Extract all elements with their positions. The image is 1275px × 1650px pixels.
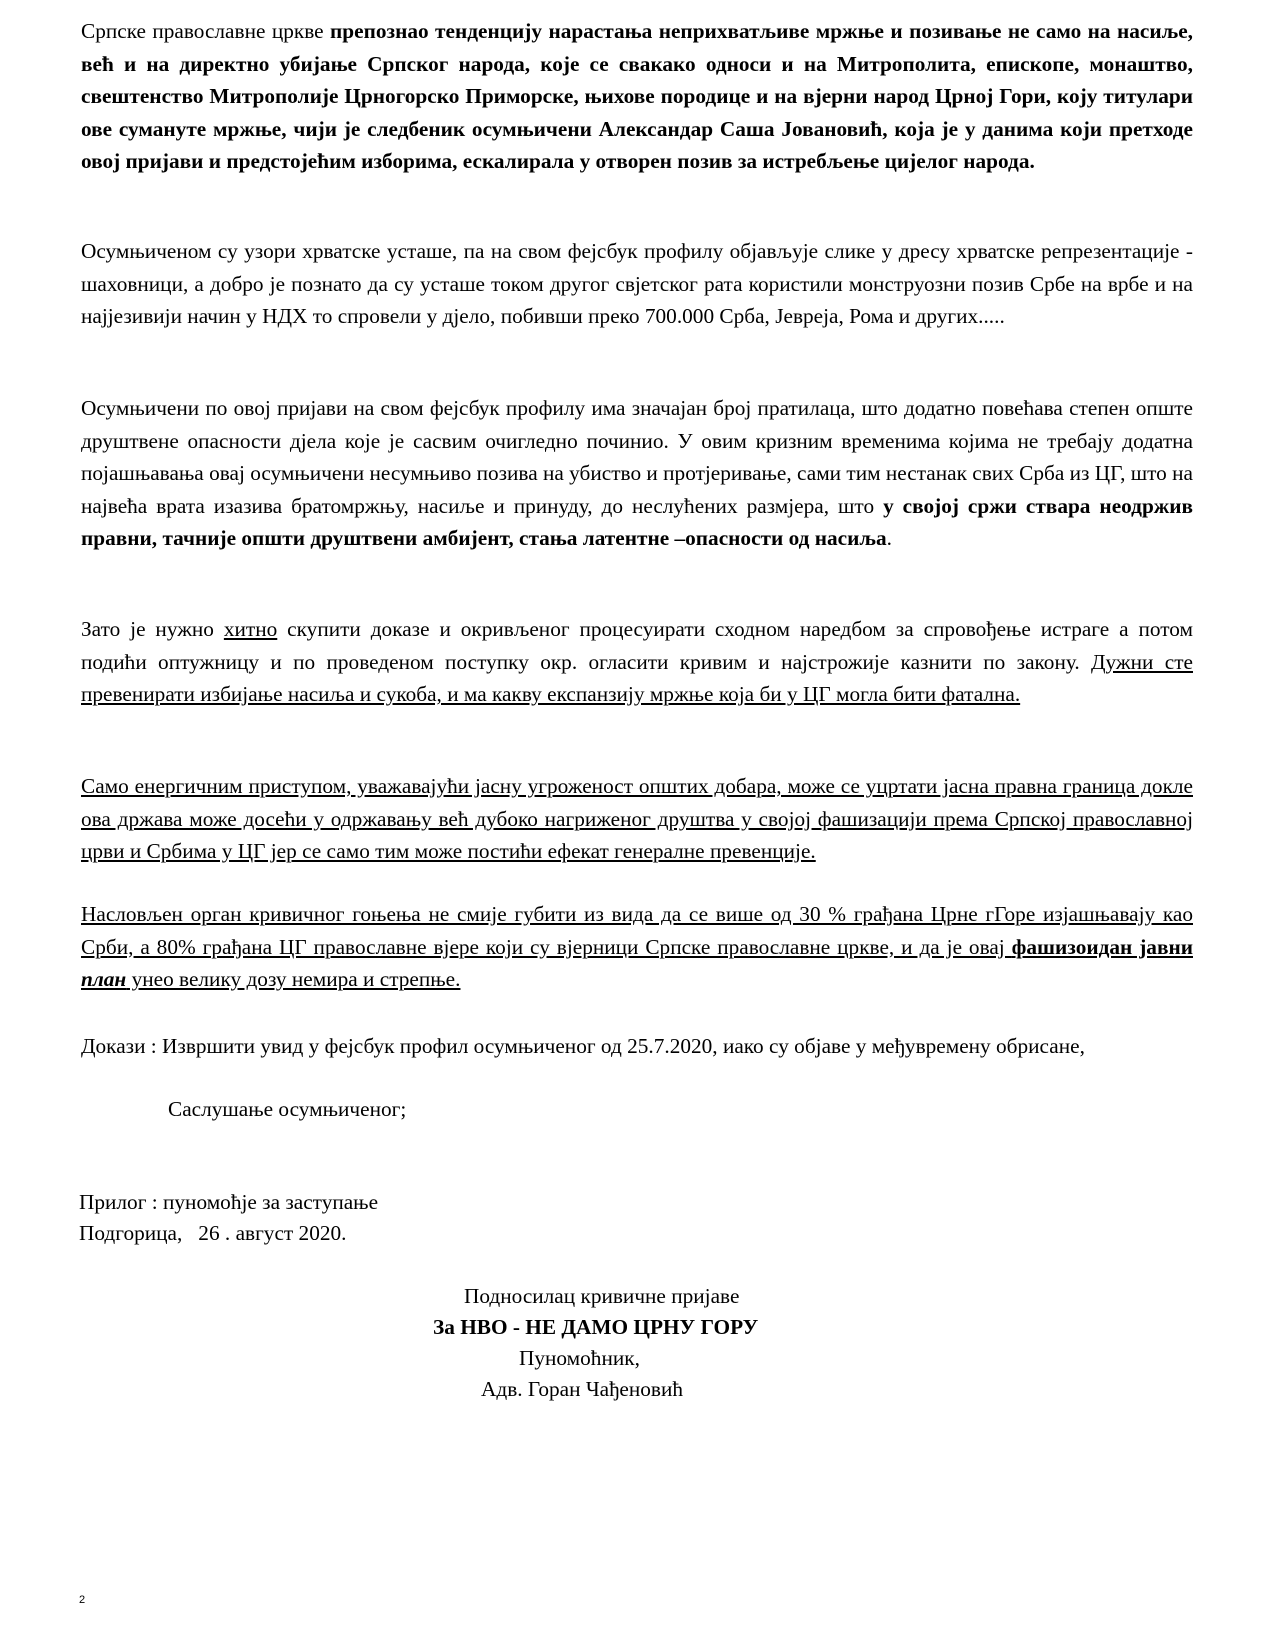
paragraph-3-tail: . xyxy=(886,526,892,550)
paragraph-6-bold-italic: план xyxy=(81,967,127,991)
signature-line-3: Пуномоћник, xyxy=(519,1346,640,1370)
paragraph-4-part2: скупити доказе и окривљеног процесуирати сходном наредбом за спровођење истраге а потом подићи оптужницу и по проведеном поступку окр. огласити кривим и најстрожије казнити по закону. xyxy=(81,617,1193,674)
evidence-item: Саслушање осумњиченог; xyxy=(168,1097,407,1121)
paragraph-4-underlined-word: хитно xyxy=(223,617,278,641)
evidence-text: Докази : Извршити увид у фејсбук профил осумњиченог од 25.7.2020, иако су објаве у међувремену обрисане, xyxy=(81,1034,1085,1058)
paragraph-5: Само енергичним приступом, уважавајући јасну угроженост општих добара, може се уцртати јасна правна граница докле ова држава може досећи у одржавању већ дубоко нагриженог друштва у својој фашизацији према Српској православној црви и Србима у ЦГ јер се само тим може постићи ефекат генералне превенције. xyxy=(81,774,1193,863)
signature-line-4: Адв. Горан Чађеновић xyxy=(481,1377,684,1401)
attachment: Прилог : пуномоћје за заступање xyxy=(79,1190,379,1214)
paragraph-1 xyxy=(81,15,1193,178)
signature-line-2: За НВО - НЕ ДАМО ЦРНУ ГОРУ xyxy=(433,1315,759,1339)
paragraph-2: Осумњиченом су узори хрватске усташе, па на свом фејсбук профилу објављује слике у дресу хрватске репрезентације - шаховници, а добро је познато да су усташе током другог свјетског рата користили монструозни позив Србе на врбе и на најјезивији начин у НДХ то спровели у дјело, побивши преко 700.000 Срба, Јевреја, Рома и других..... xyxy=(81,239,1193,328)
paragraph-4 xyxy=(81,613,1193,711)
page-number: 2 xyxy=(79,1594,86,1606)
paragraph-4-part1: Зато је нужно xyxy=(81,617,224,641)
place-date: Подгорица, 26 . август 2020. xyxy=(79,1221,347,1245)
paragraph-3 xyxy=(81,392,1193,555)
paragraph-4-underlined-tail: Дужни сте превенирати избијање насиља и сукоба, и ма какву експанзију мржње која би у ЦГ могла бити фатална. xyxy=(81,649,1193,706)
paragraph-6-tail: унео велику дозу немира и стрепње. xyxy=(126,967,461,991)
paragraph-1-bold: препознао тенденцију нарастања неприхватљиве мржње и позивање не само на насиље, већ и на директно убијање Српског народа, које се свакако односи и на Митрополита, епископе, монаштво, свештенство Митрополије Црногорско Приморске, њихове породице и на вјерни народ Црној Гори, коју титулари ове сумануте мржње, чији је следбеник осумњичени Александар Саша Јовановић, која је у данима који претходе овој пријави и предстојећим изборима, ескалирала у отворен позив за истребљење цијелог народа. xyxy=(81,19,1193,173)
paragraph-1-lead: Српске православне цркве xyxy=(81,19,331,43)
paragraph-3-bold: у својој сржи ствара неодржив правни, тачније општи друштвени амбијент, стања латентне –опасности од насиља xyxy=(81,493,1194,550)
paragraph-6 xyxy=(81,898,1193,996)
signature-line-1: Подносилац кривичне пријаве xyxy=(464,1284,740,1308)
paragraph-3-lead: Осумњичени по овој пријави на свом фејсбук профилу има значајан број пратилаца, што додатно повећава степен опште друштвене опасности дјела које је сасвим очигледно починио. У овим кризним временима којима не требају додатна појашњавања овај осумњичени несумњиво позива на убиство и протјеривање, сами тим нестанак свих Срба из ЦГ, што на највећа врата изазива братомржњу, насиље и принуду, до неслућених размјера, што xyxy=(81,396,1193,518)
paragraph-6-bold: фашизоидан јавни xyxy=(1011,934,1193,959)
paragraph-6-part1: Насловљен орган кривичног гоњења не смије губити из вида да се више од 30 % грађана Црне гГоре изјашњавају као Срби, а 80% грађана ЦГ православне вјере који су вјерници Српске православне цркве, и да је овај xyxy=(81,902,1193,959)
